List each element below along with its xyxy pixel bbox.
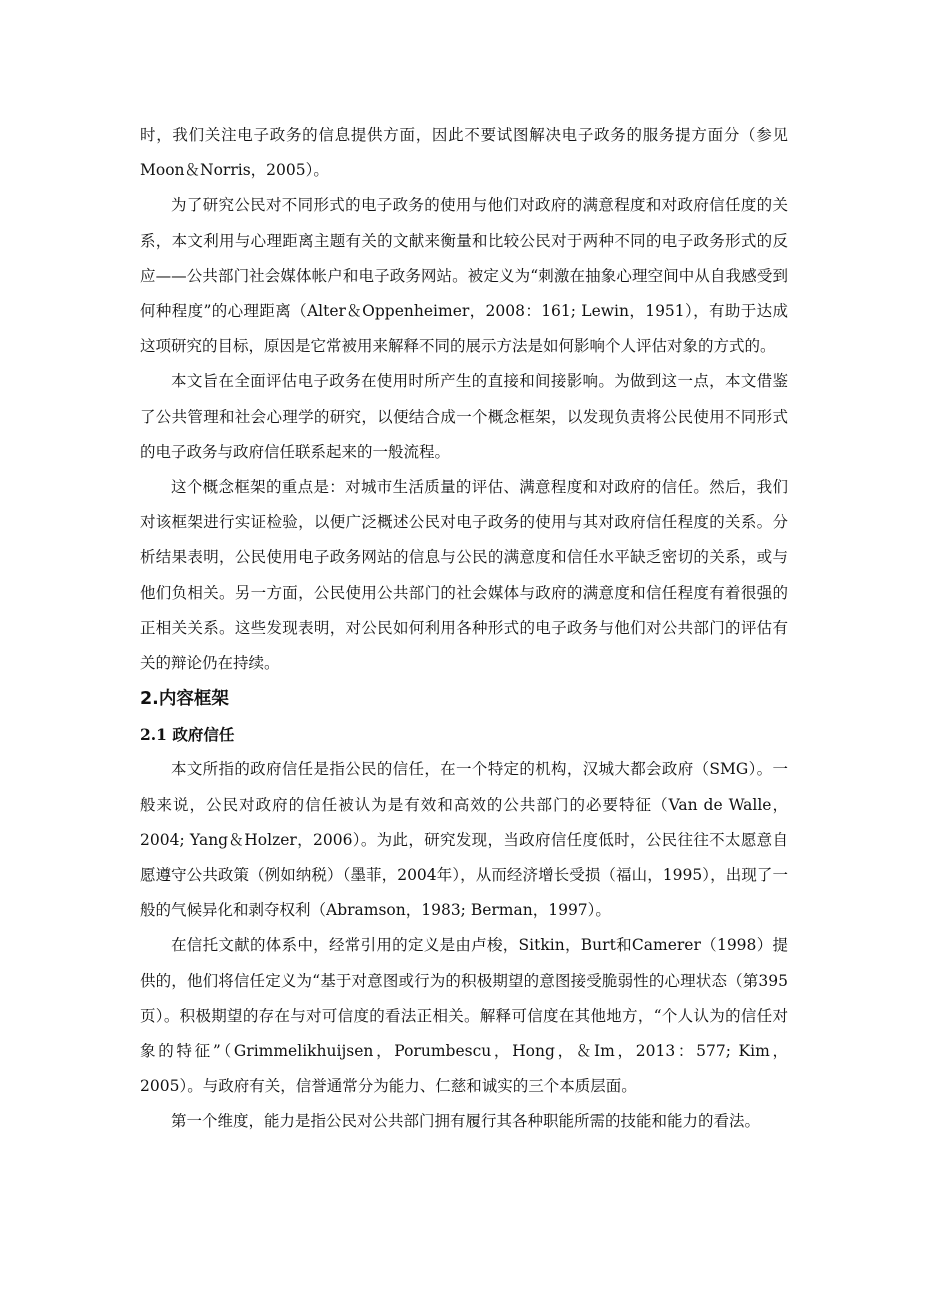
paragraph-continuation: 时，我们关注电子政务的信息提供方面，因此不要试图解决电子政务的服务提方面分（参见Moon＆Norris，2005）。 (140, 126, 788, 180)
paragraph-framework-focus: 这个概念框架的重点是：对城市生活质量的评估、满意程度和对政府的信任。然后，我们对该框架进行实证检验，以便广泛概述公民对电子政务的使用与其对政府信任程度的关系。分析结果表明，公民使用电子政务网站的信息与公民的满意度和信任水平缺乏密切的关系，或与他们负相关。另一方面，公民使用公共部门的社会媒体与政府的满意度和信任程度有着很强的正相关关系。这些发现表明，对公民如何利用各种形式的电子政务与他们对公共部门的评估有关的辩论仍在持续。 (140, 478, 788, 673)
section-heading: 2.内容框架 (140, 689, 229, 710)
paragraph-competence: 第一个维度，能力是指公民对公共部门拥有履行其各种职能所需的技能和能力的看法。 (171, 1112, 761, 1131)
document-page (140, 118, 788, 1140)
paragraph-research-aim: 为了研究公民对不同形式的电子政务的使用与他们对政府的满意程度和对政府信任度的关系，本文利用与心理距离主题有关的文献来衡量和比较公民对于两种不同的电子政务形式的反应——公共部门社会媒体帐户和电子政务网站。被定义为“刺激在抽象心理空间中从自我感受到何种程度”的心理距离（Alter＆Oppenheimer，2008：161; Lewin，1951），有助于达成这项研究的目标，原因是它常被用来解释不同的展示方法是如何影响个人评估对象的方式的。 (140, 196, 788, 356)
subsection-heading: 2.1 政府信任 (140, 725, 235, 745)
paragraph-trust-definition: 在信托文献的体系中，经常引用的定义是由卢梭，Sitkin，Burt和Camerer（1998）提供的，他们将信任定义为“基于对意图或行为的积极期望的意图接受脆弱性的心理状态（第395页）。积极期望的存在与对可信度的看法正相关。解释可信度在其他地方，“个人认为的信任对象的特征”（Grimmelikhuijsen，Porumbescu，Hong，＆Im，2013：577; Kim，2005）。与政府有关，信誉通常分为能力、仁慈和诚实的三个本质层面。 (140, 936, 788, 1096)
paragraph-government-trust: 本文所指的政府信任是指公民的信任，在一个特定的机构，汉城大都会政府（SMG）。一般来说，公民对政府的信任被认为是有效和高效的公共部门的必要特征（Van de Walle，2004; Yang＆Holzer，2006）。为此，研究发现，当政府信任度低时，公民往往不太愿意自愿遵守公共政策（例如纳税）（墨菲，2004年），从而经济增长受损（福山，1995），出现了一般的气候异化和剥夺权利（Abramson，1983; Berman，1997）。 (140, 760, 788, 920)
paragraph-evaluation: 本文旨在全面评估电子政务在使用时所产生的直接和间接影响。为做到这一点，本文借鉴了公共管理和社会心理学的研究，以便结合成一个概念框架，以发现负责将公民使用不同形式的电子政务与政府信任联系起来的一般流程。 (140, 372, 788, 461)
